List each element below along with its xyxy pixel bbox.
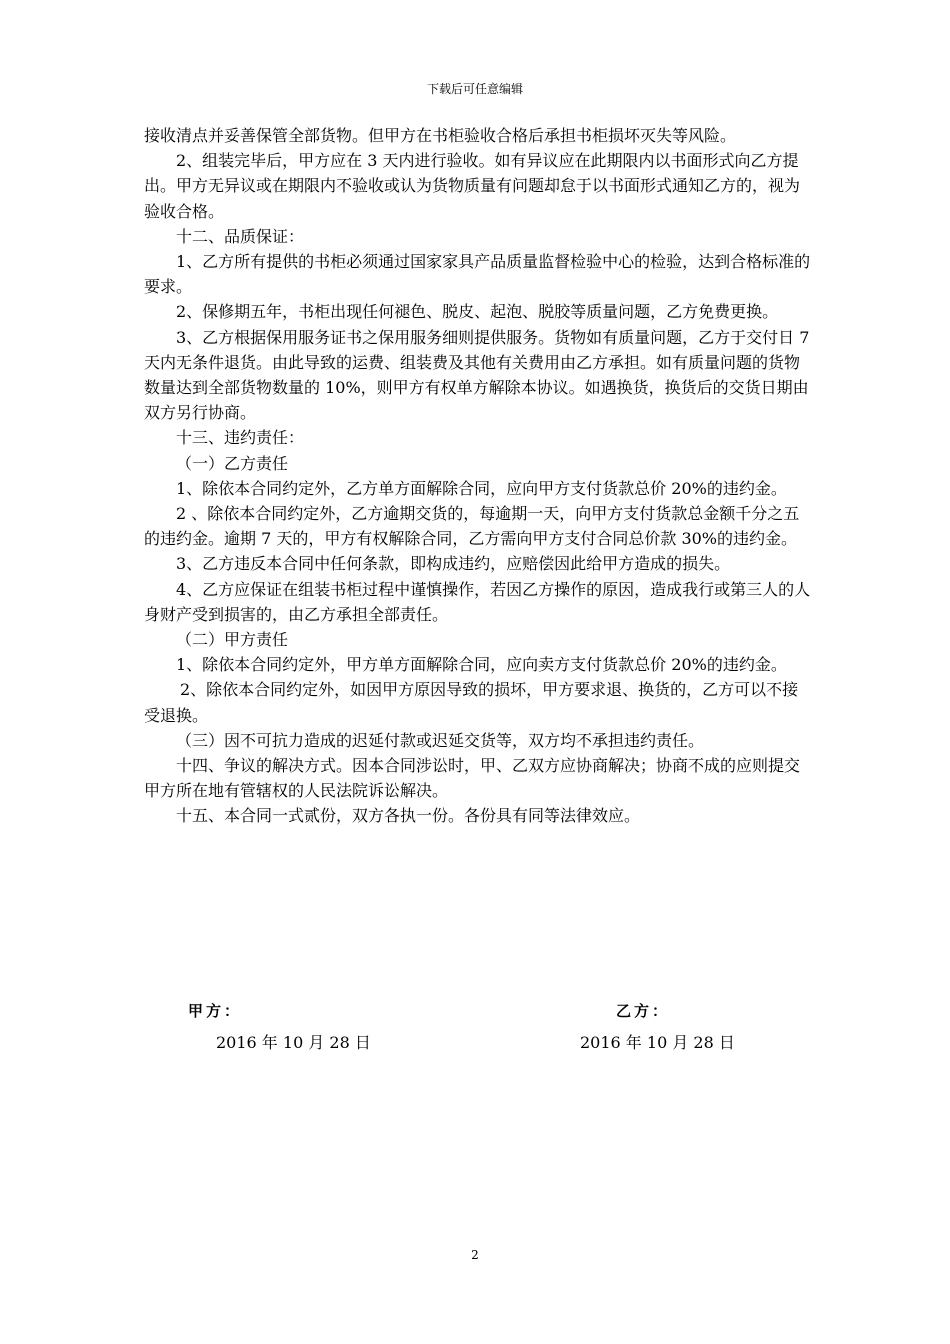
- paragraph: 4、乙方应保证在组装书柜过程中谨慎操作，若因乙方操作的原因，造成我行或第三人的人身财产受到损害的，由乙方承担全部责任。: [144, 579, 811, 624]
- paragraph: 2 、除依本合同约定外，乙方逾期交货的，每逾期一天，向甲方支付货款总金额千分之五的违约金。逾期 7 天的，甲方有权解除合同，乙方需向甲方支付合同总价款 30%的违约金。: [144, 504, 800, 549]
- paragraph: 接收清点并妥善保管全部货物。但甲方在书柜验收合格后承担书柜损坏灭失等风险。: [144, 126, 737, 145]
- party-a-date: 2016 年 10 月 28 日: [216, 1033, 371, 1052]
- paragraph: 2、组装完毕后，甲方应在 3 天内进行验收。如有异议应在此期限内以书面形式向乙方提出。甲方无异议或在期限内不验收或认为货物质量有问题却怠于以书面形式通知乙方的，视为验收合格。: [144, 151, 801, 221]
- section-heading: 十二、品质保证：: [176, 226, 305, 246]
- contract-body: [144, 123, 814, 829]
- paragraph: 2、保修期五年，书柜出现任何褪色、脱皮、起泡、脱胶等质量问题，乙方免费更换。: [176, 302, 779, 322]
- paragraph: 2、除依本合同约定外，如因甲方原因导致的损坏，甲方要求退、换货的，乙方可以不接受退换。: [144, 680, 799, 725]
- paragraph: 1、乙方所有提供的书柜必须通过国家家具产品质量监督检验中心的检验，达到合格标准的要求。: [144, 252, 811, 297]
- party-b-date: 2016 年 10 月 28 日: [580, 1033, 735, 1052]
- subsection-heading: （一）乙方责任: [176, 453, 289, 473]
- paragraph: （三）因不可抗力造成的迟延付款或迟延交货等，双方均不承担违约责任。: [176, 730, 705, 750]
- paragraph: 3、乙方违反本合同中任何条款，即构成违约，应赔偿因此给甲方造成的损失。: [176, 554, 731, 574]
- subsection-heading: （二）甲方责任: [176, 630, 289, 650]
- party-b-label: 乙方：: [616, 1002, 671, 1020]
- page-header: 下载后可任意编辑: [426, 82, 523, 96]
- section-heading: 十三、违约责任：: [176, 428, 305, 448]
- page-number: 2: [471, 1248, 479, 1262]
- party-a-label: 甲方：: [188, 1002, 243, 1020]
- paragraph: 3、乙方根据保用服务证书之保用服务细则提供服务。货物如有质量问题，乙方于交付日 7 天内无条件退货。由此导致的运费、组装费及其他有关费用由乙方承担。如有质量问题的货物数量达到全部货物数量的 10%，则甲方有权单方解除本协议。如遇换货，换货后的交货日期由双方另行协商。: [144, 327, 810, 423]
- section-heading: 十五、本合同一式贰份，双方各执一份。各份具有同等法律效应。: [176, 806, 641, 826]
- paragraph: 1、除依本合同约定外，甲方单方面解除合同，应向卖方支付货款总价 20%的违约金。: [176, 655, 787, 675]
- paragraph: 1、除依本合同约定外，乙方单方面解除合同，应向甲方支付货款总价 20%的违约金。: [176, 478, 787, 498]
- signature-block: [188, 1000, 788, 1060]
- section-heading: 十四、争议的解决方式。因本合同涉讼时，甲、乙双方应协商解决；协商不成的应则提交甲方所在地有管辖权的人民法院诉讼解决。: [144, 756, 801, 801]
